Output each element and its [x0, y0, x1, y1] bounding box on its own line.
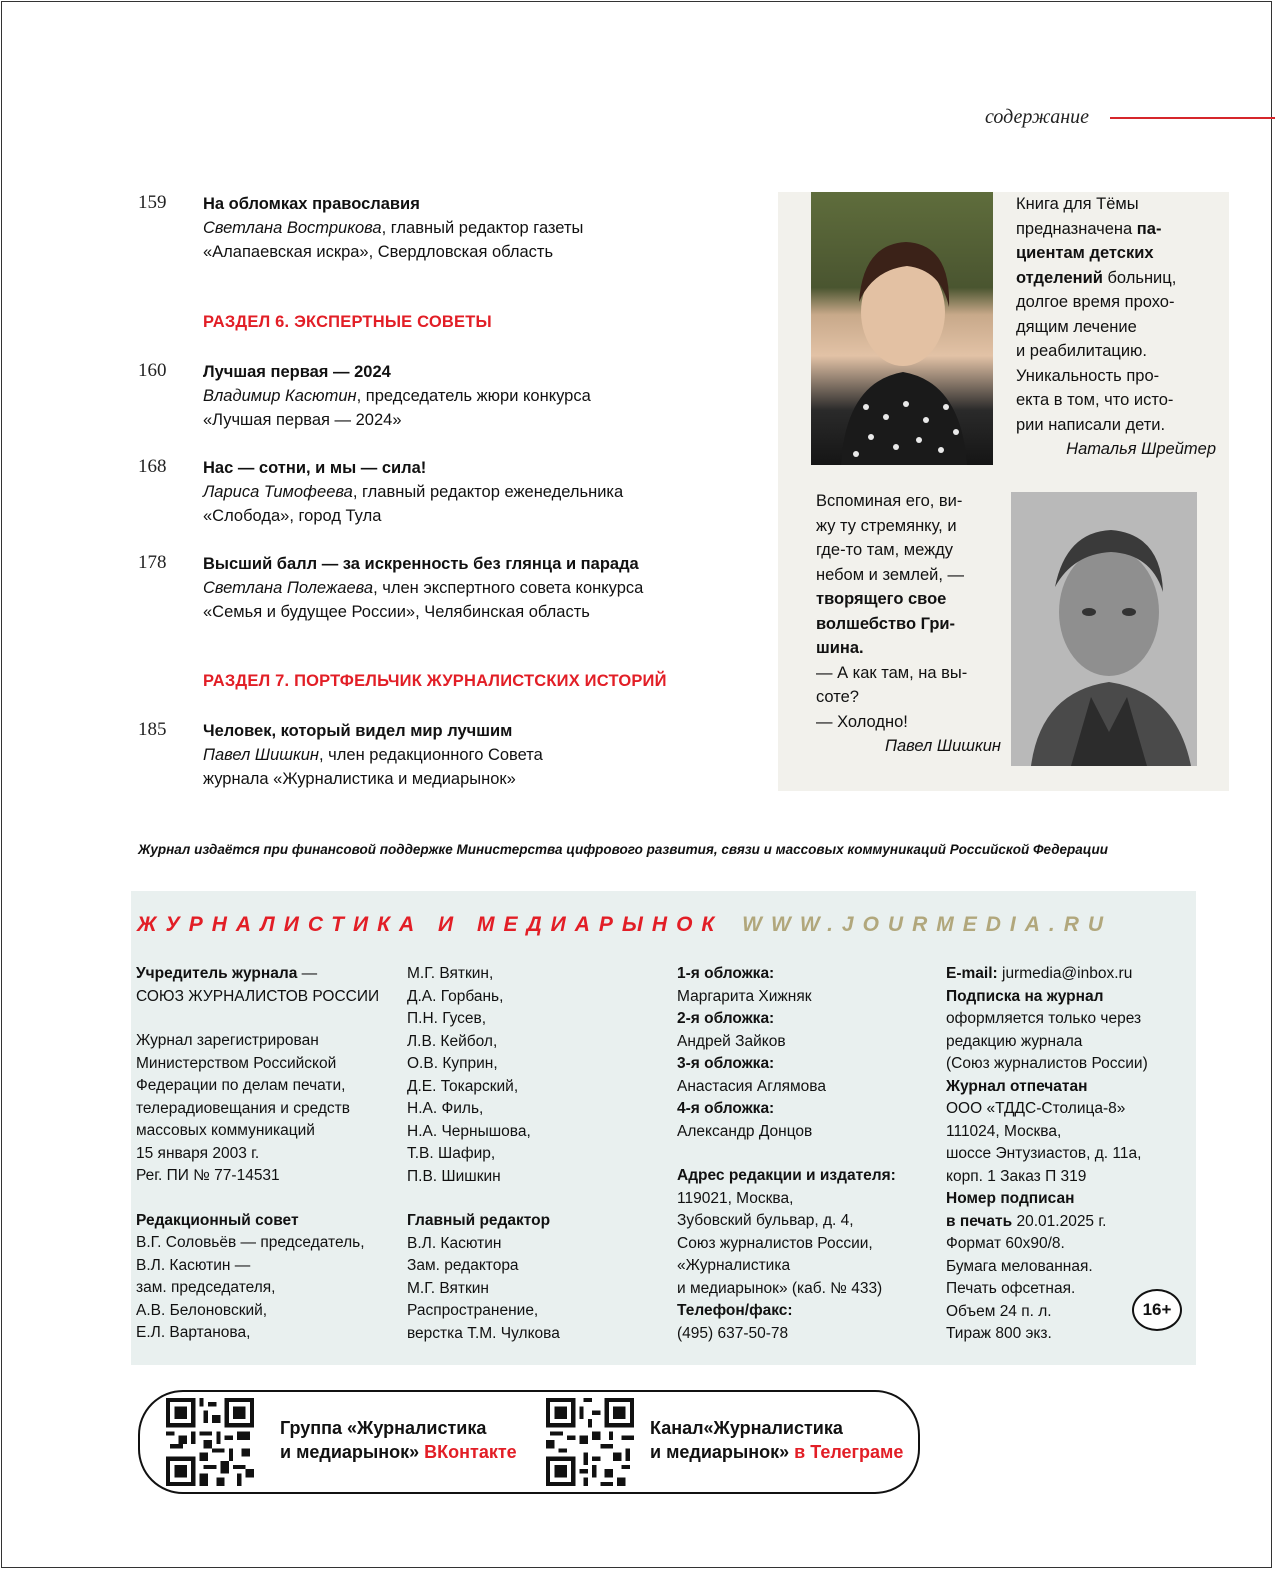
quote-line: долгое время прохо-	[1016, 293, 1175, 311]
cover-author: Андрей Зайков	[677, 1032, 786, 1050]
magazine-name: ЖУРНАЛИСТИКА И МЕДИАРЫНОК	[137, 913, 724, 936]
toc-title: Высший балл — за искренность без глянца и парада	[203, 555, 639, 573]
editor-line: М.Г. Вяткин	[407, 1279, 489, 1297]
council-member: Л.В. Кейбол,	[407, 1032, 498, 1050]
editor-line: В.Л. Касютин	[407, 1234, 502, 1252]
address-line: «Журналистика	[677, 1257, 791, 1274]
quote-line: — Холодно!	[816, 712, 908, 731]
cover-label: 4-я обложка:	[677, 1100, 775, 1117]
council-member: Н.А. Чернышова,	[407, 1122, 531, 1140]
toc-role-line2: «Слобода», город Тула	[203, 507, 382, 525]
imprint-column-covers	[677, 963, 927, 1345]
magazine-brand	[137, 913, 1112, 937]
qr-code-icon[interactable]	[546, 1398, 634, 1486]
editor-line: Распространение,	[407, 1302, 539, 1319]
quote-line: рии написали дети.	[1016, 415, 1166, 434]
cover-author: Маргарита Хижняк	[677, 987, 812, 1005]
registration-line: Рег. ПИ № 77-14531	[136, 1167, 280, 1184]
link-line: и медиарынок»	[650, 1442, 795, 1462]
link-line: Группа «Журналистика	[280, 1418, 487, 1438]
telegram-channel-link[interactable]	[650, 1416, 903, 1464]
quotes-sidebar	[778, 192, 1229, 791]
cover-label: 2-я обложка:	[677, 1010, 775, 1027]
link-highlight: в Телеграме	[794, 1442, 904, 1462]
spec-line: Формат 60х90/8.	[946, 1235, 1065, 1252]
registration-line: Журнал зарегистрирован	[136, 1032, 319, 1049]
quote-bold: па-	[1136, 219, 1162, 238]
magazine-url[interactable]: WWW.JOURMEDIA.RU	[742, 913, 1113, 936]
quote-line: небом и землей, —	[816, 565, 965, 584]
section-heading: РАЗДЕЛ 6. ЭКСПЕРТНЫЕ СОВЕТЫ	[203, 313, 492, 331]
quote-line: и реабилитацию.	[1016, 342, 1148, 360]
toc-page-number: 159	[138, 192, 167, 213]
toc-role-line2: «Лучшая первая — 2024»	[203, 411, 402, 429]
printer-line: 111024, Москва,	[946, 1122, 1062, 1140]
quote-line: соте?	[816, 688, 859, 706]
address-line: Союз журналистов России,	[677, 1234, 873, 1252]
email-label: E-mail:	[946, 965, 998, 982]
quote-line: Вспоминая его, ви-	[816, 492, 963, 510]
toc-title: Лучшая первая — 2024	[203, 363, 391, 381]
editor-label: Главный редактор	[407, 1212, 551, 1229]
link-highlight: ВКонтакте	[424, 1442, 517, 1462]
toc-role-line2: журнала «Журналистика и медиарынок»	[203, 770, 516, 788]
toc-title: Нас — сотни, и мы — сила!	[203, 459, 427, 477]
spec-line: Печать офсетная.	[946, 1280, 1076, 1297]
quote-signature: Наталья Шрейтер	[1066, 440, 1216, 458]
quote-line: жу ту стремянку, и	[816, 516, 957, 535]
toc-page-number: 178	[138, 552, 167, 573]
founder-dash: —	[297, 965, 318, 982]
toc-role: , член экспертного совета конкурса	[373, 579, 644, 597]
cover-author: Александр Донцов	[677, 1122, 813, 1140]
phone-label: Телефон/факс:	[677, 1302, 793, 1319]
vk-group-link[interactable]	[280, 1416, 517, 1464]
council-member: П.Н. Гусев,	[407, 1010, 487, 1027]
founder-label: Учредитель журнала	[136, 965, 298, 982]
toc-role: , главный редактор еженедельника	[352, 483, 624, 501]
council-label: Редакционный совет	[136, 1211, 299, 1229]
toc-page-number: 160	[138, 360, 167, 381]
toc-title: Человек, который видел мир лучшим	[203, 722, 513, 740]
printer-label: Журнал отпечатан	[946, 1077, 1088, 1095]
header-rule	[1110, 117, 1275, 119]
council-member: зам. председателя,	[136, 1279, 276, 1296]
link-line: Канал«Журналистика	[650, 1418, 843, 1438]
portrait-photo-man	[1011, 492, 1197, 766]
funding-note: Журнал издаётся при финансовой поддержке Министерства цифрового развития, связи и массовых коммуникаций Российской Федерации	[138, 842, 1109, 857]
council-member: М.Г. Вяткин,	[407, 965, 494, 982]
toc-role: , главный редактор газеты	[381, 219, 584, 237]
toc-author: Владимир Касютин	[203, 387, 357, 405]
section-heading: РАЗДЕЛ 7. ПОРТФЕЛЬЧИК ЖУРНАЛИСТСКИХ ИСТОРИЙ	[203, 672, 667, 690]
editor-line: верстка Т.М. Чулкова	[407, 1324, 560, 1342]
email-link[interactable]: jurmedia@inbox.ru	[997, 965, 1133, 982]
quote-bold: шина.	[816, 639, 864, 657]
quote-line: Книга для Тёмы	[1016, 195, 1139, 213]
registration-line: массовых коммуникаций	[136, 1122, 315, 1139]
toc-author: Светлана Вострикова	[203, 219, 382, 237]
quote-line: предназначена	[1016, 219, 1137, 238]
quote-line: больниц,	[1102, 268, 1177, 287]
council-member: О.В. Куприн,	[407, 1055, 498, 1072]
printer-line: ООО «ТДДС-Столица-8»	[946, 1100, 1126, 1117]
quote-line: дящим лечение	[1016, 317, 1137, 336]
quote-shreiter	[1016, 192, 1216, 462]
spec-line: Объем 24 п. л.	[946, 1302, 1052, 1320]
toc-title: На обломках православия	[203, 195, 420, 213]
qr-code-icon[interactable]	[166, 1398, 254, 1486]
council-member: П.В. Шишкин	[407, 1167, 501, 1185]
quote-shishkin	[816, 489, 1001, 759]
quote-bold: творящего свое	[816, 590, 947, 608]
section-header: содержание	[985, 106, 1089, 128]
quote-bold: волшебство Гри-	[816, 614, 956, 633]
toc-author: Лариса Тимофеева	[203, 483, 353, 501]
toc-role-line2: «Семья и будущее России», Челябинская область	[203, 603, 590, 621]
toc-author: Светлана Полежаева	[203, 579, 374, 597]
signed-date: 20.01.2025 г.	[1012, 1212, 1107, 1230]
quote-bold: циентам детских	[1016, 244, 1154, 262]
registration-line: 15 января 2003 г.	[136, 1144, 260, 1162]
toc-role-line2: «Алапаевская искра», Свердловская область	[203, 243, 554, 261]
council-member: Н.А. Филь,	[407, 1100, 484, 1117]
imprint-block	[131, 891, 1196, 1365]
council-member: В.Л. Касютин —	[136, 1256, 251, 1274]
address-line: и медиарынок» (каб. № 433)	[677, 1279, 883, 1297]
toc-role: , член редакционного Совета	[319, 746, 543, 764]
toc-author: Павел Шишкин	[203, 746, 320, 764]
printer-line: корп. 1 Заказ П 319	[946, 1167, 1087, 1185]
cover-author: Анастасия Аглямова	[677, 1077, 826, 1095]
address-line: 119021, Москва,	[677, 1189, 794, 1207]
imprint-column-founder	[136, 963, 396, 1345]
signed-label: Номер подписан	[946, 1190, 1075, 1207]
address-label: Адрес редакции и издателя:	[677, 1167, 896, 1184]
council-member: Е.Л. Вартанова,	[136, 1324, 251, 1341]
imprint-column-council	[407, 963, 637, 1345]
council-member: Д.Е. Токарский,	[407, 1077, 519, 1095]
subscription-label: Подписка на журнал	[946, 987, 1104, 1005]
link-line: и медиарынок»	[280, 1442, 425, 1462]
council-member: В.Г. Соловьёв — председатель,	[136, 1234, 365, 1251]
toc-page-number: 168	[138, 456, 167, 477]
subscription-line: оформляется только через	[946, 1010, 1142, 1027]
quote-line: Уникальность про-	[1016, 366, 1160, 385]
cover-label: 3-я обложка:	[677, 1055, 775, 1072]
registration-line: Федерации по делам печати,	[136, 1077, 346, 1094]
spec-line: Бумага мелованная.	[946, 1257, 1093, 1275]
quote-line: екта в том, что исто-	[1016, 391, 1174, 409]
cover-label: 1-я обложка:	[677, 965, 775, 982]
quote-line: — А как там, на вы-	[816, 663, 968, 682]
phone-value[interactable]: (495) 637-50-78	[677, 1324, 789, 1342]
age-rating-badge: 16+	[1132, 1289, 1182, 1331]
quote-bold: отделений	[1016, 268, 1103, 287]
registration-line: телерадиовещания и средств	[136, 1099, 350, 1117]
signed-label: в печать	[946, 1212, 1013, 1230]
council-member: Т.В. Шафир,	[407, 1145, 496, 1162]
social-links-box	[138, 1390, 920, 1494]
spec-line: Тираж 800 экз.	[946, 1325, 1052, 1342]
toc-page-number: 185	[138, 719, 167, 740]
council-member: Д.А. Горбань,	[407, 987, 504, 1005]
toc-role: , председатель жюри конкурса	[356, 387, 591, 405]
subscription-line: редакцию журнала	[946, 1032, 1083, 1050]
council-member: А.В. Белоновский,	[136, 1301, 268, 1319]
quote-signature: Павел Шишкин	[884, 737, 1001, 755]
founder-value: СОЮЗ ЖУРНАЛИСТОВ РОССИИ	[136, 987, 380, 1005]
editor-line: Зам. редактора	[407, 1257, 519, 1274]
printer-line: шоссе Энтузиастов, д. 11а,	[946, 1145, 1142, 1162]
quote-line: где-то там, между	[816, 541, 954, 559]
registration-line: Министерством Российской	[136, 1054, 337, 1072]
subscription-line: (Союз журналистов России)	[946, 1055, 1148, 1072]
portrait-photo-woman	[811, 192, 993, 465]
address-line: Зубовский бульвар, д. 4,	[677, 1212, 854, 1229]
